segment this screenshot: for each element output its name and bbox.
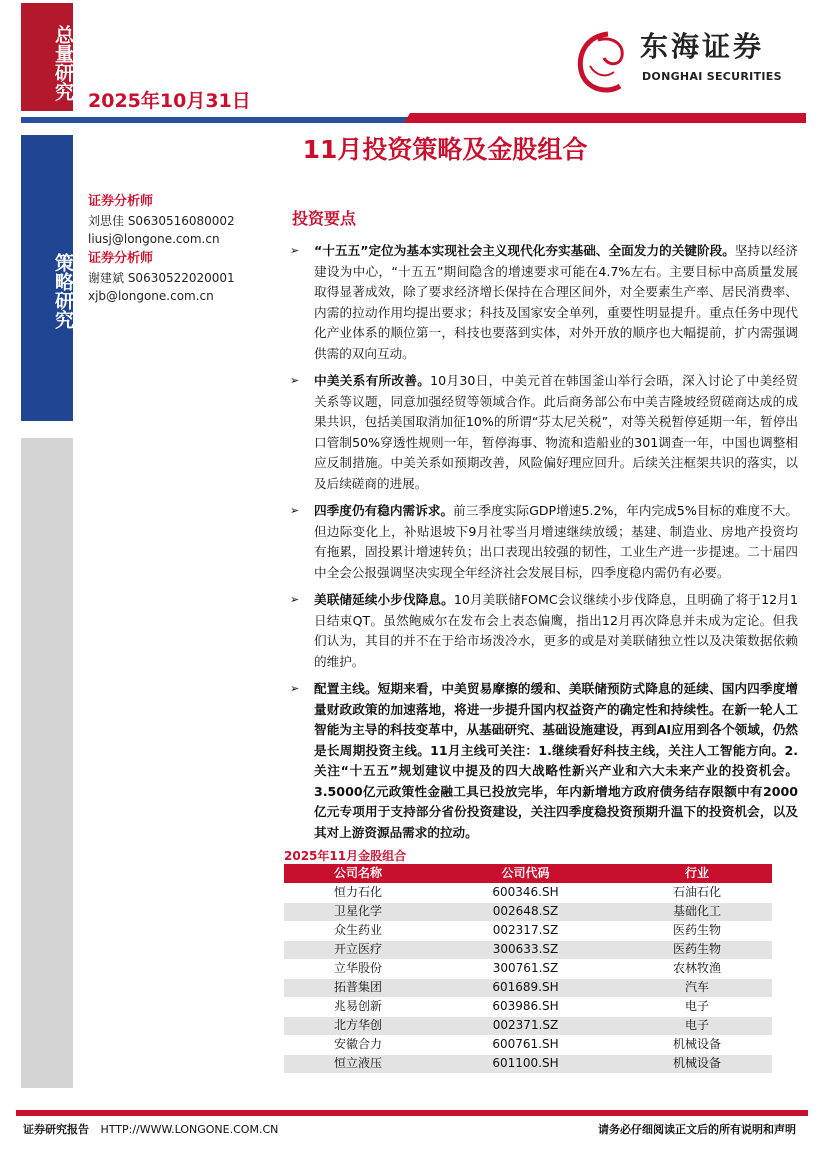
stock-code-cell: 300633.SZ: [429, 940, 622, 959]
header-stripe-red: [404, 113, 806, 123]
category-tag: 总量研究: [21, 3, 73, 111]
stock-code-cell: 002371.SZ: [429, 1016, 622, 1035]
stock-code-cell: 601689.SH: [429, 978, 622, 997]
stock-code-cell: 600761.SH: [429, 1035, 622, 1054]
key-point-text: 前三季度实际GDP增速5.2%，年内完成5%目标的难度不大。但边际变化上，补贴退坡下9月社零当月增速继续放缓；基建、制造业、房地产投资均有拖累，固投累计增速转负；出口表现出较强的韧性，工业生产进一步提速。二十届四中全会公报强调坚决实现全年经济社会发展目标，四季度稳内需仍有必要。: [314, 503, 798, 580]
footer-url[interactable]: HTTP://WWW.LONGONE.COM.CN: [100, 1123, 279, 1136]
footer-line: [16, 1110, 808, 1116]
stock-code-cell: 603986.SH: [429, 997, 622, 1016]
industry-cell: 医药生物: [622, 921, 772, 940]
portfolio-title: 2025年11月金股组合: [284, 849, 407, 863]
key-point-lead: 四季度仍有稳内需诉求。: [314, 503, 454, 518]
company-name-cell: 恒力石化: [284, 883, 429, 902]
company-logo: [568, 26, 798, 98]
arrow-bullet-icon: ➢: [290, 593, 300, 606]
analyst-label: 证券分析师: [88, 194, 154, 209]
sidebar-gray-block: [21, 438, 73, 1088]
analyst-name: 谢建斌 S0630522020001: [88, 271, 235, 285]
key-points-title: 投资要点: [292, 209, 357, 228]
portfolio-table: [284, 864, 772, 1074]
company-name-cell: 恒立液压: [284, 1054, 429, 1073]
dragon-logo-icon: [568, 26, 634, 98]
key-point: [290, 501, 798, 583]
company-name-cell: 卫星化学: [284, 902, 429, 921]
key-point: [290, 241, 798, 364]
section-tag: 策略研究: [21, 135, 73, 421]
table-row: [284, 883, 772, 902]
key-point-lead: 中美关系有所改善。: [314, 373, 431, 388]
company-name-cell: 开立医疗: [284, 940, 429, 959]
key-point: [290, 679, 798, 843]
table-header-row: [284, 864, 772, 883]
company-name-cell: 众生药业: [284, 921, 429, 940]
table-row: [284, 1054, 772, 1073]
table-row: [284, 1035, 772, 1054]
table-row: [284, 978, 772, 997]
header-stripe-blue: [21, 117, 416, 123]
industry-cell: 电子: [622, 1016, 772, 1035]
analyst-name: 刘思佳 S0630516080002: [88, 214, 235, 228]
company-name-cell: 拓普集团: [284, 978, 429, 997]
industry-cell: 石油石化: [622, 883, 772, 902]
industry-cell: 机械设备: [622, 1035, 772, 1054]
key-point: [290, 590, 798, 672]
industry-cell: 汽车: [622, 978, 772, 997]
key-point-text: 10月美联储FOMC会议继续小步伐降息，且明确了将于12月1日结束QT。虽然鲍威尔在发布会上表态偏鹰，指出12月再次降息并未成为定论。但我们认为，其目的并不在于给市场泼冷水，更多的或是对美联储独立性以及决策数据依赖的维护。: [314, 592, 798, 669]
company-name-cell: 立华股份: [284, 959, 429, 978]
industry-cell: 电子: [622, 997, 772, 1016]
table-row: [284, 997, 772, 1016]
key-point: [290, 371, 798, 494]
analyst-email[interactable]: xjb@longone.com.cn: [88, 289, 214, 303]
table-row: [284, 902, 772, 921]
arrow-bullet-icon: ➢: [290, 682, 300, 695]
industry-cell: 农林牧渔: [622, 959, 772, 978]
industry-cell: 医药生物: [622, 940, 772, 959]
company-name-cell: 兆易创新: [284, 997, 429, 1016]
key-point-text: 坚持以经济建设为中心，“十五五”期间隐含的增速要求可能在4.7%左右。主要目标中高质量发展取得显著成效，除了要求经济增长保持在合理区间外，对全要素生产率、居民消费率、内需的拉动作用均提出要求；科技及国家安全单列，重要性明显提升。重点任务中现代化产业体系的顺位第一，科技也要落到实体，对外开放的顺序也大幅提前，扩内需强调供需的双向互动。: [314, 243, 798, 361]
main-content: [284, 241, 798, 1074]
arrow-bullet-icon: ➢: [290, 374, 300, 387]
report-date: 2025年10月31日: [88, 90, 251, 112]
stock-code-cell: 002317.SZ: [429, 921, 622, 940]
company-name-cell: 北方华创: [284, 1016, 429, 1035]
footer-disclaimer: 请务必仔细阅读正文后的所有说明和声明: [598, 1123, 796, 1136]
table-row: [284, 959, 772, 978]
industry-cell: 机械设备: [622, 1054, 772, 1073]
stock-code-cell: 601100.SH: [429, 1054, 622, 1073]
column-header: 公司名称: [284, 864, 429, 883]
stock-code-cell: 600346.SH: [429, 883, 622, 902]
footer-left: [23, 1121, 278, 1137]
key-point-lead: 配置主线。短期来看，中美贸易摩擦的缓和、美联储预防式降息的延续、国内四季度增量财政政策的加速落地，将进一步提升国内权益资产的确定性和持续性。在新一轮人工智能为主导的科技变革中，从基础研究、基础设施建设，再到AI应用到各个领域，仍然是长周期投资主线。11月主线可关注：1.继续看好科技主线，关注人工智能方向。2.关注“十五五”规划建议中提及的四大战略性新兴产业和六大未来产业的投资机会。3.5000亿元政策性金融工具已投放完毕，年内新增地方政府债务结存限额中有2000亿元专项用于支持部分省份投资建设，关注四季度稳投资预期升温下的投资机会，以及其对上游资源品需求的拉动。: [314, 681, 798, 840]
stock-code-cell: 300761.SZ: [429, 959, 622, 978]
stock-code-cell: 002648.SZ: [429, 902, 622, 921]
analyst-email[interactable]: liusj@longone.com.cn: [88, 232, 220, 246]
arrow-bullet-icon: ➢: [290, 504, 300, 517]
table-row: [284, 921, 772, 940]
column-header: 行业: [622, 864, 772, 883]
key-point-lead: “十五五”定位为基本实现社会主义现代化夯实基础、全面发力的关键阶段。: [314, 243, 735, 258]
table-row: [284, 1016, 772, 1035]
company-name-cell: 安徽合力: [284, 1035, 429, 1054]
logo-en: DONGHAI SECURITIES: [642, 70, 782, 83]
key-point-lead: 美联储延续小步伐降息。: [314, 592, 454, 607]
key-point-text: 10月30日，中美元首在韩国釜山举行会晤，深入讨论了中美经贸关系等议题，同意加强经贸等领域合作。此后商务部公布中美吉隆坡经贸磋商达成的成果共识，包括美国取消加征10%的所谓“芬太尼关税”，对等关税暂停延期一年，暂停出口管制50%穿透性规则一年，暂停海事、物流和造船业的301调查一年，中国也调整相应反制措施。中美关系如预期改善，风险偏好理应回升。后续关注框架共识的落实，以及后续磋商的进展。: [314, 373, 798, 491]
analyst-label: 证券分析师: [88, 251, 154, 266]
column-header: 公司代码: [429, 864, 622, 883]
logo-cn: 东海证券: [640, 30, 765, 63]
footer-label: 证券研究报告: [23, 1123, 89, 1136]
report-title: 11月投资策略及金股组合: [302, 135, 588, 164]
industry-cell: 基础化工: [622, 902, 772, 921]
table-row: [284, 940, 772, 959]
arrow-bullet-icon: ➢: [290, 244, 300, 257]
